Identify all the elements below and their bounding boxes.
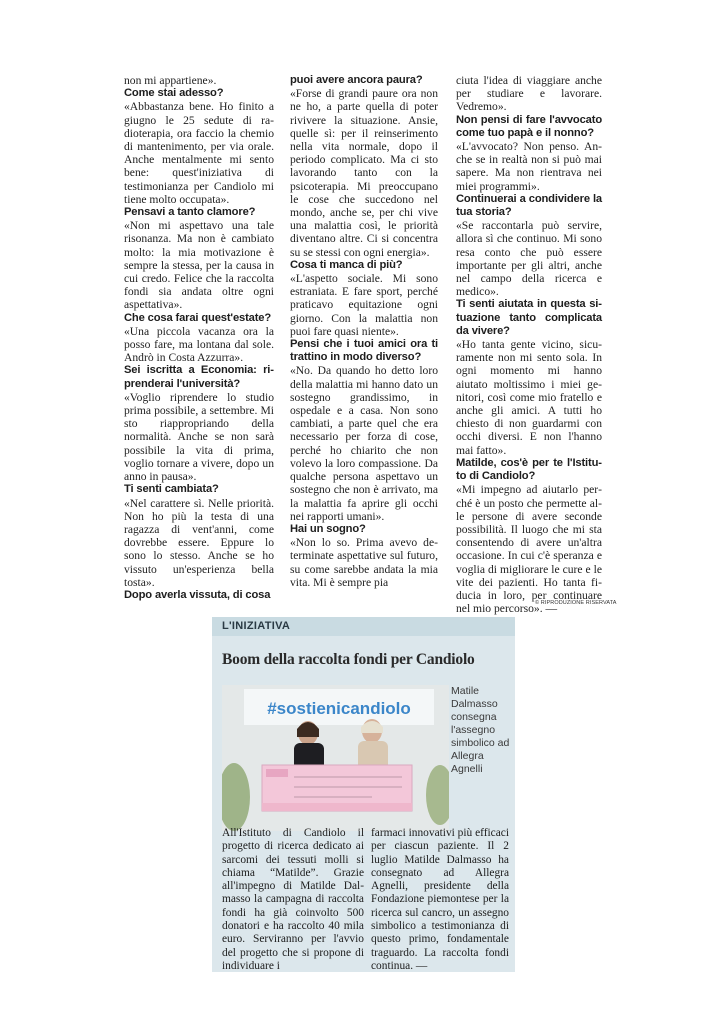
initiative-box	[212, 617, 515, 972]
interview-answer: «Nel carattere sì. Nelle priorità. Non ho più la testa di una ragazza di vent'anni, come dovrebbe essere. Eppure lo sono lo stesso. Anche se ho vissuto un'esperienza bella tosta».	[124, 496, 274, 589]
interview-answer: «L'aspetto sociale. Mi sono estraniata. E fare sport, perché praticavo equitazione ogni giorno. Con la malattia non puoi fare quasi niente».	[290, 272, 438, 338]
interview-question: Pensi che i tuoi amici ora ti trattino in modo diverso?	[290, 338, 438, 364]
box-title: Boom della raccolta fondi per Candiolo	[222, 651, 475, 668]
cheque-photo	[222, 685, 449, 831]
box-body-paragraph-2: farmaci innovativi più efficaci per ciascun paziente. Il 2 luglio Matilde Dalmasso ha consegnato ad Allegra Agnelli, presidente della Fondazione piemontese per la ricerca sul cancro, un assegno simbolico a testimonianza di questo primo, fondamentale traguardo. La raccolta fondi continua. —	[371, 827, 510, 972]
article-col-3	[456, 74, 602, 615]
interview-answer: «Forse di grandi paure ora non ne ho, a parte quella di poter rivivere la situazione. Ansie, quelle sì: per il reinserimento nella vita normale, dopo il periodo complicato. Ma ci sto lavorando tanto con la psicoterapia. Mi preoccupano le cose che succedono nel mondo, anche se, per chi vive una malattia così, le priorità diventano altre. Ci si concentra su se stessi con ogni energia».	[290, 87, 438, 259]
interview-answer: «Non lo so. Prima avevo determinate aspettative sul futuro, su come sarebbe andata la mia vita. Mi è sempre pia	[290, 536, 438, 589]
interview-answer: «Non mi aspettavo una tale risonanza. Ma non è cambiato molto: la mia motivazione è sempre la stessa, per la causa in cui credo. Felice che la raccolta fondi sia andata oltre ogni aspettativa».	[124, 219, 274, 312]
interview-answer: «Se raccontarla può servire, allora sì che continuo. Mi sono resa conto che può essere importante per gli altri, anche nel campo della ricerca e medico».	[456, 219, 602, 299]
copyright-note: © RIPRODUZIONE RISERVATA	[535, 600, 617, 606]
interview-answer: «Voglio riprendere lo studio prima possibile, a settembre. Mi sto riappropriando della normalità. Anche se non sarà possibile la vita di prima, voglio tornare a vivere, dopo un anno in pausa».	[124, 390, 274, 484]
interview-answer: «L'avvocato? Non penso. Anche se in realtà non si può mai sapere. Ma non rientrava nei miei programmi».	[456, 140, 602, 193]
interview-question: Continuerai a condividere la tua storia?	[456, 192, 602, 219]
interview-question: Matilde, cos'è per te l'Istituto di Candiolo?	[456, 456, 602, 483]
interview-answer: «Mi impegno ad aiutarlo perché è un posto che permette alle persone di avere seconde possibilità. Il luogo che mi sta consentendo di avere un'altra occasione. In cui c'è speranza e voglia di migliorare le cure e le vite dei pazienti. Ho tanta fiducia in loro, per continuare nel mio percorso». —	[456, 483, 602, 616]
box-body-col-1	[222, 827, 364, 973]
box-kicker: L'INIZIATIVA	[222, 620, 291, 632]
interview-answer: ciuta l'idea di viaggiare anche per studiare e lavorare. Vedremo».	[456, 74, 602, 114]
interview-question: Che cosa farai quest'estate?	[124, 311, 272, 324]
photo-caption: Matile Dalmasso consegna l'assegno simbolico ad Allegra Agnelli	[451, 685, 510, 775]
interview-question: Come stai adesso?	[124, 87, 224, 100]
photo-illustration	[222, 685, 449, 831]
article-col-1	[124, 74, 274, 602]
box-body-col-2	[371, 827, 509, 973]
interview-answer: «No. Da quando ho detto loro della malattia mi hanno dato un sostegno grandissimo, in ospedale e a casa. Non sono cambiati, a parte quel che era necessario per forza di cose, perché ho chiarito che non volevo la loro compassione. Da qualche persona aspettavo un sostegno che non è arrivato, ma la malattia fa aprire gli occhi nei rapporti umani».	[290, 364, 438, 523]
interview-question: Ti senti cambiata?	[124, 483, 219, 496]
interview-question: Hai un sogno?	[290, 522, 366, 535]
interview-question: puoi avere ancora paura?	[290, 74, 423, 86]
article-col-2	[290, 74, 438, 589]
interview-answer: «Abbastanza bene. Ho finito a giugno le 25 sedute di radioterapia, ora faccio la chemio di mantenimento, per via orale. Anche mentalmente mi sento bene: quest'iniziativa di testimonianza per Candiolo mi tiene molto occupata».	[124, 100, 274, 206]
interview-question: Pensavi a tanto clamore?	[124, 206, 256, 219]
interview-answer: non mi appartiene».	[124, 74, 217, 87]
box-body-paragraph-1: All'Istituto di Candiolo il progetto di ricerca dedicato ai sarcomi dei tessuti molli si chiama “Matilde”. Grazie all'impegno di Matilde Dalmasso la campagna di raccolta fondi ha già coinvolto 500 donatori e ha raccolto 40 mila euro. Serviranno per l'avvio del progetto che si propone di individuare i	[222, 827, 364, 972]
interview-question: Ti senti aiutata in questa situazione tanto complicata da vivere?	[456, 298, 602, 337]
hashtag-text: #sostienicandiolo	[267, 699, 411, 718]
interview-question: Sei iscritta a Economia: riprenderai l'università?	[124, 364, 274, 390]
interview-answer: «Una piccola vacanza ora la posso fare, ma lontana dal sole. Andrò in Costa Azzurra».	[124, 324, 274, 365]
interview-answer: «Ho tanta gente vicino, sicuramente non mi sento sola. In ogni momento mi hanno aiutato moltissimo i miei genitori, così come mio fratello e anche gli amici. A tutti ho chiesto di non guardarmi con occhi diversi. E non l'hanno mai fatto».	[456, 338, 602, 457]
interview-question: Cosa ti manca di più?	[290, 258, 403, 271]
box-header-bar	[212, 617, 515, 636]
interview-question: Non pensi di fare l'avvocato come tuo papà e il nonno?	[456, 113, 602, 139]
interview-question: Dopo averla vissuta, di cosa	[124, 588, 271, 601]
